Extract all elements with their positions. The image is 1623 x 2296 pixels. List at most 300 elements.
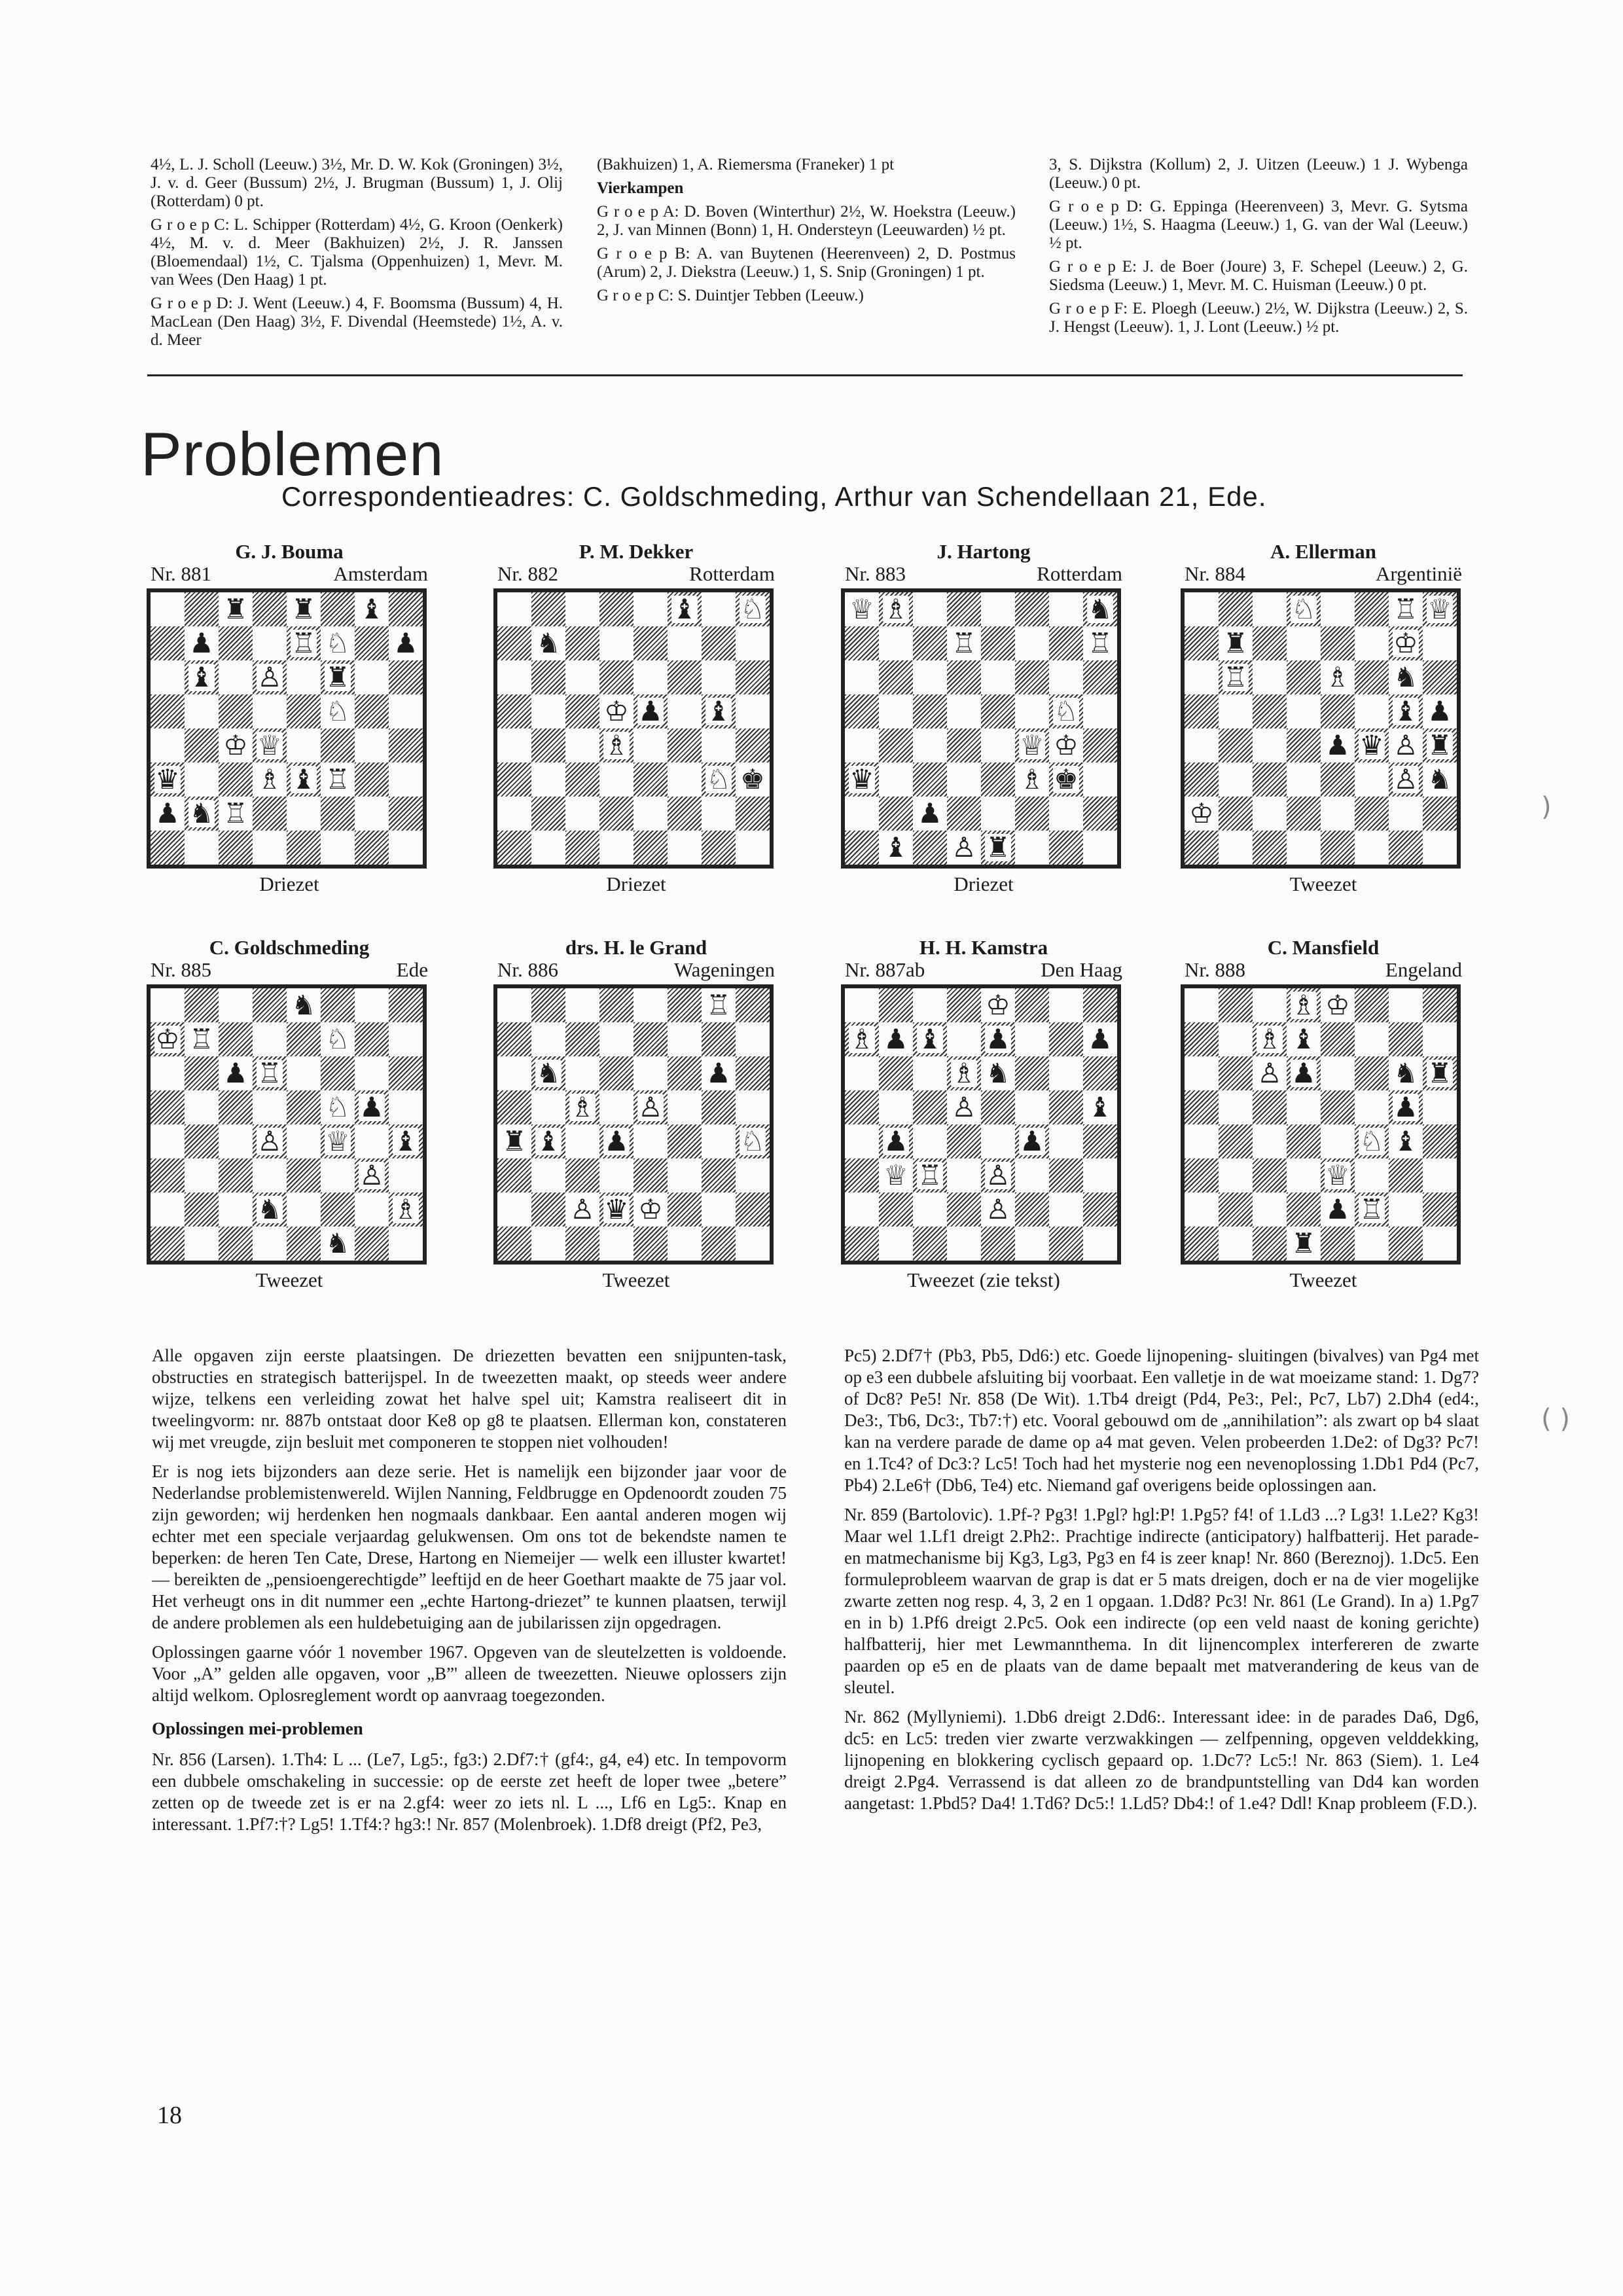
- white-pawn-icon: ♙: [986, 1159, 1010, 1191]
- board-square: [389, 1158, 423, 1193]
- board-square: [1253, 660, 1287, 694]
- board-square: [531, 1022, 565, 1056]
- white-pawn-icon: ♙: [257, 661, 282, 693]
- board-square: [185, 1158, 219, 1193]
- board-square: [981, 988, 1015, 1022]
- white-queen-icon: ♕: [849, 593, 874, 625]
- board-square: [1389, 831, 1423, 865]
- white-bishop-icon: ♗: [1020, 763, 1044, 795]
- board-square: [736, 728, 770, 762]
- board-square: [633, 1124, 668, 1158]
- board-square: [668, 797, 702, 831]
- board-square: [497, 694, 531, 728]
- black-knight-icon: ♞: [1393, 1057, 1418, 1089]
- black-pawn-icon: ♟: [918, 797, 942, 829]
- problem-number: Nr. 884: [1185, 562, 1245, 585]
- board-square: [565, 1022, 599, 1056]
- board-square: [913, 988, 947, 1022]
- board-square: [845, 1158, 879, 1193]
- board-square: [1253, 1056, 1287, 1090]
- board-square: [845, 1193, 879, 1227]
- board-square: [1049, 592, 1083, 626]
- problem-place: Amsterdam: [333, 562, 428, 585]
- board-square: [981, 762, 1015, 797]
- board-square: [599, 797, 633, 831]
- board-square: [497, 1124, 531, 1158]
- board-square: [389, 1124, 423, 1158]
- black-bishop-icon: ♝: [1393, 695, 1418, 727]
- board-square: [736, 762, 770, 797]
- black-bishop-icon: ♝: [883, 831, 908, 863]
- board-square: [253, 762, 287, 797]
- board-square: [879, 797, 913, 831]
- problem-author: drs. H. le Grand: [565, 936, 707, 959]
- board-square: [981, 1227, 1015, 1261]
- white-pawn-icon: ♙: [359, 1159, 384, 1191]
- board-square: [287, 728, 321, 762]
- board-square: [497, 592, 531, 626]
- board-square: [599, 1124, 633, 1158]
- board-square: [1049, 762, 1083, 797]
- board-square: [531, 694, 565, 728]
- board-square: [845, 988, 879, 1022]
- board-square: [321, 626, 355, 660]
- board-square: [947, 660, 981, 694]
- results-paragraph: G r o e p D: J. Went (Leeuw.) 4, F. Boomsma (Bussum) 4, H. MacLean (Den Haag) 3½, F. Divendal (Heemstede) 1½, A. v. d. Meer: [151, 295, 563, 349]
- problem-author: G. J. Bouma: [235, 540, 344, 563]
- board-square: [151, 626, 185, 660]
- board-square: [1049, 831, 1083, 865]
- board-square: [355, 626, 389, 660]
- board-square: [219, 831, 253, 865]
- board-square: [355, 988, 389, 1022]
- board-square: [497, 797, 531, 831]
- board-square: [151, 660, 185, 694]
- board-square: [1083, 762, 1117, 797]
- board-square: [1219, 1090, 1253, 1124]
- board-square: [599, 1090, 633, 1124]
- results-paragraph: G r o e p F: E. Ploegh (Leeuw.) 2½, W. Dijkstra (Leeuw.) 2, S. J. Hengst (Leeuw). 1, J. Lont (Leeuw.) ½ pt.: [1049, 300, 1468, 336]
- chess-board: [1181, 984, 1461, 1265]
- board-square: [1253, 988, 1287, 1022]
- board-square: [633, 592, 668, 626]
- board-square: [287, 988, 321, 1022]
- board-square: [633, 1158, 668, 1193]
- board-square: [1355, 1022, 1389, 1056]
- board-square: [219, 762, 253, 797]
- board-square: [219, 1227, 253, 1261]
- white-knight-icon: ♘: [325, 627, 350, 659]
- board-square: [1355, 797, 1389, 831]
- board-square: [599, 1227, 633, 1261]
- board-square: [565, 762, 599, 797]
- board-square: [947, 1022, 981, 1056]
- board-square: [287, 1193, 321, 1227]
- board-square: [1049, 694, 1083, 728]
- board-square: [1049, 728, 1083, 762]
- board-square: [355, 1124, 389, 1158]
- board-square: [321, 660, 355, 694]
- black-knight-icon: ♞: [291, 989, 316, 1021]
- margin-bracket-icon: ): [1541, 792, 1552, 822]
- board-square: [1389, 1227, 1423, 1261]
- board-square: [845, 1090, 879, 1124]
- board-square: [1321, 762, 1355, 797]
- black-pawn-icon: ♟: [883, 1125, 908, 1157]
- white-rook-icon: ♖: [1393, 593, 1418, 625]
- white-pawn-icon: ♙: [1257, 1057, 1282, 1089]
- board-square: [736, 1090, 770, 1124]
- board-square: [599, 694, 633, 728]
- board-square: [845, 626, 879, 660]
- board-square: [702, 831, 736, 865]
- section-title: Problemen: [141, 420, 444, 488]
- white-rook-icon: ♖: [918, 1159, 942, 1191]
- board-square: [599, 762, 633, 797]
- board-square: [565, 694, 599, 728]
- section-divider: [147, 374, 1463, 376]
- board-square: [736, 660, 770, 694]
- board-square: [1185, 728, 1219, 762]
- black-pawn-icon: ♟: [393, 627, 418, 659]
- board-square: [947, 988, 981, 1022]
- board-square: [1083, 797, 1117, 831]
- problem-number: Nr. 882: [497, 562, 558, 585]
- black-rook-icon: ♜: [325, 661, 350, 693]
- white-king-icon: ♔: [1393, 627, 1418, 659]
- board-square: [497, 1056, 531, 1090]
- board-square: [321, 728, 355, 762]
- board-square: [913, 1227, 947, 1261]
- board-square: [1185, 1124, 1219, 1158]
- correspondence-address: Correspondentieadres: C. Goldschmeding, Arthur van Schendellaan 21, Ede.: [281, 481, 1267, 512]
- board-square: [981, 1124, 1015, 1158]
- problem-caption: Tweezet: [255, 1268, 323, 1291]
- board-square: [355, 831, 389, 865]
- black-pawn-icon: ♟: [1325, 729, 1350, 761]
- board-square: [287, 1056, 321, 1090]
- board-square: [253, 1056, 287, 1090]
- board-square: [702, 797, 736, 831]
- black-rook-icon: ♜: [1223, 627, 1248, 659]
- board-square: [981, 694, 1015, 728]
- black-knight-icon: ♞: [189, 797, 214, 829]
- board-square: [633, 1056, 668, 1090]
- board-square: [702, 1124, 736, 1158]
- board-square: [1219, 592, 1253, 626]
- board-square: [633, 1090, 668, 1124]
- board-square: [947, 1193, 981, 1227]
- board-square: [913, 1193, 947, 1227]
- board-square: [1287, 1090, 1321, 1124]
- board-square: [1287, 1056, 1321, 1090]
- black-knight-icon: ♞: [1427, 763, 1452, 795]
- board-square: [1253, 694, 1287, 728]
- board-square: [1253, 831, 1287, 865]
- board-square: [1253, 1124, 1287, 1158]
- white-knight-icon: ♘: [1054, 695, 1079, 727]
- body-paragraph: Alle opgaven zijn eerste plaatsingen. De driezetten bevatten een snijpunten-task, obstructies en strategisch batterijspel. In de tweezetten maakt, op steeds weer andere wijze, telkens een verleiding zowat het halve spel uit; Kamstra realiseert dit in tweelingvorm: nr. 887b ontstaat door Ke8 op g8 te plaatsen. Ellerman kon, constateren wij met vreugde, zijn besluit met componeren te stoppen niet volhouden!: [152, 1346, 787, 1452]
- board-square: [845, 592, 879, 626]
- white-king-icon: ♔: [604, 695, 629, 727]
- board-square: [219, 694, 253, 728]
- problem-888: [1179, 936, 1467, 1292]
- board-square: [668, 626, 702, 660]
- board-square: [253, 1124, 287, 1158]
- problem-meta: [840, 562, 1128, 588]
- white-bishop-icon: ♗: [570, 1091, 595, 1123]
- white-queen-icon: ♕: [883, 1159, 908, 1191]
- white-knight-icon: ♘: [325, 1091, 350, 1123]
- board-square: [151, 797, 185, 831]
- board-square: [219, 1022, 253, 1056]
- right-text-column: [844, 1345, 1479, 1822]
- board-square: [1185, 694, 1219, 728]
- board-square: [1321, 1193, 1355, 1227]
- board-square: [151, 1090, 185, 1124]
- board-square: [151, 592, 185, 626]
- board-square: [736, 1124, 770, 1158]
- board-square: [531, 1158, 565, 1193]
- board-square: [668, 988, 702, 1022]
- board-square: [633, 797, 668, 831]
- board-square: [845, 694, 879, 728]
- board-square: [531, 626, 565, 660]
- board-square: [981, 1022, 1015, 1056]
- black-pawn-icon: ♟: [1393, 1091, 1418, 1123]
- board-square: [879, 762, 913, 797]
- board-square: [185, 762, 219, 797]
- board-square: [845, 660, 879, 694]
- problem-886: [492, 936, 780, 1292]
- board-square: [565, 1124, 599, 1158]
- board-square: [981, 660, 1015, 694]
- board-square: [1185, 592, 1219, 626]
- board-square: [599, 1056, 633, 1090]
- board-square: [668, 1022, 702, 1056]
- board-square: [219, 1158, 253, 1193]
- board-square: [1321, 797, 1355, 831]
- body-paragraph: Er is nog iets bijzonders aan deze serie. Het is namelijk een bijzonder jaar voor de Nederlandse problemistenwereld. Wijlen Nanning, Feldbrugge en Opdenoordt zouden 75 zijn geworden; wij herdenken hen nogmaals dankbaar. Een aantal anderen mogen wij echter met een speciale verjaardag gelukwensen. Om ons tot de bekendste namen te beperken: de heren Ten Cate, Drese, Hartong en Niemeijer — welk een illuster kwartet! — bereikten de „pensioengerechtigde” leeftijd en de heer Goethart maakte de 75 jaar vol. Het verheugt ons in dit nummer een „echte Hartong-driezet” te kunnen plaatsen, terwijl de andere problemen als een huldebetuiging aan de jubilarissen zijn opgedragen.: [152, 1462, 787, 1632]
- black-knight-icon: ♞: [1393, 661, 1418, 693]
- board-square: [355, 660, 389, 694]
- board-square: [389, 728, 423, 762]
- board-square: [981, 831, 1015, 865]
- board-square: [668, 831, 702, 865]
- board-square: [1015, 797, 1049, 831]
- board-square: [1015, 1227, 1049, 1261]
- board-square: [1389, 1158, 1423, 1193]
- board-square: [599, 626, 633, 660]
- board-square: [287, 1158, 321, 1193]
- board-square: [355, 1227, 389, 1261]
- board-square: [1423, 762, 1457, 797]
- problem-number: Nr. 881: [151, 562, 211, 585]
- black-queen-icon: ♛: [849, 763, 874, 795]
- board-square: [702, 1022, 736, 1056]
- board-square: [947, 1124, 981, 1158]
- board-square: [185, 1227, 219, 1261]
- board-square: [668, 592, 702, 626]
- problem-meta: [145, 958, 433, 984]
- board-square: [1219, 626, 1253, 660]
- board-square: [531, 592, 565, 626]
- board-square: [565, 592, 599, 626]
- board-square: [1219, 1193, 1253, 1227]
- board-square: [1287, 592, 1321, 626]
- black-rook-icon: ♜: [291, 593, 316, 625]
- board-square: [1185, 1193, 1219, 1227]
- problem-caption: Tweezet: [1289, 1268, 1357, 1291]
- body-paragraph: Nr. 859 (Bartolovic). 1.Pf-? Pg3! 1.Pgl? hgl:P! 1.Pg5? f4! of 1.Ld3 ...? Lg3! 1.Le2? Kg3! Maar wel 1.Lf1 dreigt 2.Ph2:. Prachtige indirecte (anticipatory) halfbatterij. Het parade- en matmechanisme bij Kg3, Lg3, Pg3 en f4 is zeer knap! Nr. 860 (Bereznoj). 1.Dc5. Een formuleprobleem waarvan de grap is dat er 5 mats dreigen, doch er na de vier mogelijke zwarte zetten nog resp. 4, 3, 2 en 1 opgaan. 1.Dd8? Pc3! Nr. 861 (Le Grand). In a) 1.Pg7 en in b) 1.Pf6 dreigt 2.Pc5. Ook een indirecte (op een veld naast de koning gerichte) halfbatterij, hier met Lewmannthema. In dit lijnencomplex interfereren de zwarte paarden op e5 en de plaats van de dame bepaalt met matverandering de keus van de sleutel.: [844, 1505, 1479, 1697]
- black-king-icon: ♚: [1054, 763, 1079, 795]
- board-square: [702, 728, 736, 762]
- board-square: [947, 831, 981, 865]
- results-paragraph: G r o e p A: D. Boven (Winterthur) 2½, W. Hoekstra (Leeuw.) 2, J. van Minnen (Bonn) 1, H. Ondersteyn (Leeuwarden) ½ pt.: [597, 203, 1016, 239]
- board-square: [321, 1022, 355, 1056]
- white-knight-icon: ♘: [325, 1023, 350, 1055]
- white-rook-icon: ♖: [257, 1057, 282, 1089]
- board-square: [321, 1227, 355, 1261]
- board-square: [531, 1090, 565, 1124]
- board-square: [981, 626, 1015, 660]
- board-square: [947, 728, 981, 762]
- white-rook-icon: ♖: [1088, 627, 1113, 659]
- board-square: [1287, 1022, 1321, 1056]
- board-square: [287, 592, 321, 626]
- board-square: [1015, 988, 1049, 1022]
- board-square: [599, 660, 633, 694]
- problem-place: Argentinië: [1375, 562, 1462, 585]
- chess-board: [493, 588, 774, 869]
- board-square: [1423, 1158, 1457, 1193]
- board-square: [1355, 1227, 1389, 1261]
- board-square: [736, 592, 770, 626]
- board-square: [913, 626, 947, 660]
- board-square: [1389, 762, 1423, 797]
- board-square: [151, 1124, 185, 1158]
- board-square: [1423, 831, 1457, 865]
- board-square: [1185, 1158, 1219, 1193]
- white-knight-icon: ♘: [706, 763, 731, 795]
- black-pawn-icon: ♟: [1020, 1125, 1044, 1157]
- board-square: [565, 1227, 599, 1261]
- board-square: [1287, 626, 1321, 660]
- board-square: [913, 1022, 947, 1056]
- black-knight-icon: ♞: [257, 1193, 282, 1225]
- white-bishop-icon: ♗: [604, 729, 629, 761]
- board-square: [1015, 1056, 1049, 1090]
- board-square: [845, 728, 879, 762]
- board-square: [497, 762, 531, 797]
- board-square: [565, 660, 599, 694]
- board-square: [389, 1193, 423, 1227]
- board-square: [355, 797, 389, 831]
- black-king-icon: ♚: [740, 763, 765, 795]
- board-square: [845, 1022, 879, 1056]
- board-square: [1015, 1158, 1049, 1193]
- board-square: [736, 797, 770, 831]
- board-square: [1321, 1022, 1355, 1056]
- body-paragraph: Pc5) 2.Df7† (Pb3, Pb5, Dd6:) etc. Goede lijnopening- sluitingen (bivalves) van Pg4 met op e3 een dubbele afsluiting bij voorbaat. Een valletje in de wat moeizame stand: 1. Dg7? of Dc8? Pe5! Nr. 858 (De Wit). 1.Tb4 dreigt (Pd4, Pe3:, Pel:, Pc7, Lb7) 2.Dh4 (ed4:, De3:, Tb6, Dc3:, Tb7:†) etc. Vooral gebouwd om de „annihilation”: als zwart op b4 slaat kan na verdere parade de dame op a4 mat geven. Velen probeerden 1.De2: of Dg3? Pc7! en 1.Tc4? of Dc3:? Lc5! Toch had het mysterie nog een nevenoplossing 1.Db1 Pd4 (Pc7, Pb4) 2.Le6† (Db6, Te4) etc. Niemand gaf overigens beide oplossingen aan.: [844, 1346, 1479, 1495]
- board-square: [633, 1193, 668, 1227]
- board-square: [151, 694, 185, 728]
- board-square: [253, 694, 287, 728]
- board-square: [1015, 1022, 1049, 1056]
- white-pawn-icon: ♙: [570, 1193, 595, 1225]
- results-paragraph: G r o e p C: L. Schipper (Rotterdam) 4½, G. Kroon (Oenkerk) 4½, M. v. d. Meer (Bakhuizen) 2½, J. R. Janssen (Bloemendaal) 1½, C. Tjalsma (Oppenhuizen) 1, Mevr. M. van Wees (Den Haag) 1 pt.: [151, 216, 563, 289]
- board-square: [1423, 1124, 1457, 1158]
- board-square: [1219, 762, 1253, 797]
- board-square: [1253, 797, 1287, 831]
- board-square: [947, 1158, 981, 1193]
- board-square: [1083, 1193, 1117, 1227]
- board-square: [531, 1124, 565, 1158]
- board-square: [355, 694, 389, 728]
- board-square: [845, 1124, 879, 1158]
- board-square: [287, 1227, 321, 1261]
- board-square: [913, 694, 947, 728]
- board-square: [219, 626, 253, 660]
- black-pawn-icon: ♟: [189, 627, 214, 659]
- problem-885: [145, 936, 433, 1292]
- board-square: [913, 1056, 947, 1090]
- board-square: [633, 694, 668, 728]
- board-square: [253, 797, 287, 831]
- problem-caption: Tweezet: [1289, 872, 1357, 895]
- board-square: [1355, 1193, 1389, 1227]
- board-square: [879, 592, 913, 626]
- results-paragraph: G r o e p E: J. de Boer (Joure) 3, F. Schepel (Leeuw.) 2, G. Siedsma (Leeuw.) 1, Mevr. M. C. Huisman (Leeuw.) 0 pt.: [1049, 258, 1468, 294]
- problem-author: C. Mansfield: [1267, 936, 1380, 959]
- board-square: [287, 1090, 321, 1124]
- board-square: [1253, 762, 1287, 797]
- black-bishop-icon: ♝: [536, 1125, 561, 1157]
- board-square: [599, 1193, 633, 1227]
- problem-meta: [1179, 958, 1467, 984]
- black-pawn-icon: ♟: [986, 1023, 1010, 1055]
- board-square: [879, 1056, 913, 1090]
- board-square: [497, 660, 531, 694]
- board-square: [1287, 988, 1321, 1022]
- problem-number: Nr. 888: [1185, 958, 1245, 981]
- board-square: [668, 1124, 702, 1158]
- board-square: [253, 1227, 287, 1261]
- problem-887: [840, 936, 1128, 1292]
- problem-meta: [840, 958, 1128, 984]
- board-square: [287, 694, 321, 728]
- board-square: [633, 762, 668, 797]
- problem-author: J. Hartong: [936, 540, 1031, 563]
- board-square: [497, 1022, 531, 1056]
- board-square: [185, 1193, 219, 1227]
- problem-place: Ede: [396, 958, 428, 981]
- board-square: [1423, 592, 1457, 626]
- board-square: [668, 694, 702, 728]
- board-square: [1219, 1227, 1253, 1261]
- board-square: [253, 592, 287, 626]
- board-square: [497, 1090, 531, 1124]
- black-pawn-icon: ♟: [1325, 1193, 1350, 1225]
- board-square: [879, 1090, 913, 1124]
- white-queen-icon: ♕: [1325, 1159, 1350, 1191]
- board-square: [321, 1090, 355, 1124]
- board-square: [253, 728, 287, 762]
- board-square: [1219, 1158, 1253, 1193]
- board-square: [879, 1124, 913, 1158]
- board-square: [321, 592, 355, 626]
- board-square: [355, 1158, 389, 1193]
